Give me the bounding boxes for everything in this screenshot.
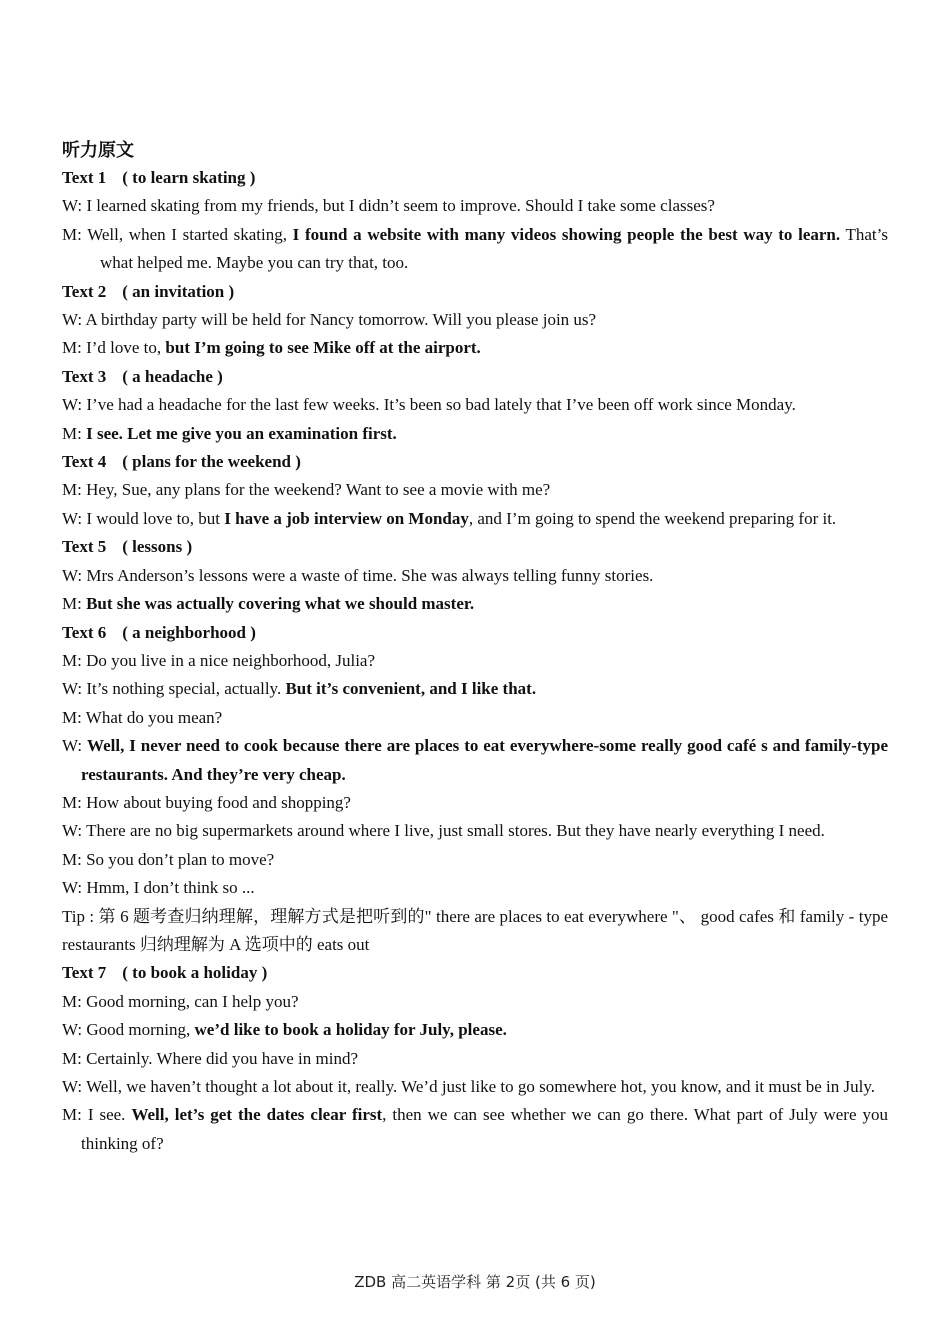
text-heading	[62, 448, 888, 476]
line-text: Tip : 第 6 题考查归纳理解，理解方式是把听到的" there are places to eat everywhere "、 good cafes 和 family - type restaurants 归纳理解为 A 选项中的 eats out	[62, 906, 888, 954]
answer-highlight: But she was actually covering what we should master.	[86, 594, 475, 614]
dialogue-line	[62, 846, 888, 874]
answer-highlight: but I’m going to see Mike off at the airport.	[165, 338, 481, 358]
dialogue-line	[62, 391, 888, 419]
answer-highlight: Well, let’s get the dates clear first	[131, 1105, 383, 1125]
text-label: Text 1	[62, 168, 107, 187]
answer-highlight: But it’s convenient, and I like that.	[285, 679, 537, 699]
line-text: M: Certainly. Where did you have in mind?	[62, 1048, 359, 1068]
line-text: , then we can see whether we can go there. What part of July were you thinking of?	[81, 1105, 888, 1153]
dialogue-line	[62, 221, 888, 278]
dialogue-line	[62, 306, 888, 334]
line-text: W: A birthday party will be held for Nancy tomorrow. Will you please join us?	[62, 310, 597, 330]
text-heading	[62, 619, 888, 647]
transcript-blocks	[62, 164, 888, 1158]
dialogue-line	[62, 789, 888, 817]
text-topic: ( lessons )	[122, 537, 193, 557]
page-footer: ZDB 高二英语学科 第 2页 (共 6 页)	[354, 1273, 596, 1291]
line-text: W: Well, we haven’t thought a lot about it, really. We’d just like to go somewhere hot, you know, and it must be in July.	[62, 1077, 875, 1096]
text-heading	[62, 363, 888, 391]
line-text: M: Hey, Sue, any plans for the weekend? Want to see a movie with me?	[62, 480, 551, 500]
line-text: M: How about buying food and shopping?	[62, 792, 351, 812]
line-text: M: I see.	[62, 1105, 132, 1125]
dialogue-line	[62, 1101, 888, 1158]
line-text: W: There are no big supermarkets around where I live, just small stores. But they have nearly everything I need.	[62, 821, 825, 841]
line-text: M: Well, when I started skating,	[62, 224, 293, 244]
text-topic: ( to book a holiday )	[122, 963, 268, 983]
line-text: M: So you don’t plan to move?	[62, 849, 275, 869]
text-topic: ( a neighborhood )	[122, 622, 256, 642]
text-topic: ( a headache )	[122, 366, 223, 386]
dialogue-line	[62, 704, 888, 732]
transcript-content	[62, 136, 888, 1158]
line-text: That’s what helped me. Maybe you can try that, too.	[100, 224, 888, 273]
dialogue-line	[62, 988, 888, 1016]
dialogue-line	[62, 675, 888, 703]
dialogue-line	[62, 420, 888, 448]
dialogue-line	[62, 903, 888, 960]
line-text: M: Good morning, can I help you?	[62, 991, 299, 1011]
answer-highlight: I see. Let me give you an examination first.	[86, 423, 397, 443]
dialogue-line	[62, 732, 888, 789]
line-text: , and I’m going to spend the weekend preparing for it.	[468, 508, 837, 528]
text-topic: ( to learn skating )	[122, 168, 256, 187]
line-text: M:	[62, 594, 87, 614]
dialogue-line	[62, 590, 888, 618]
text-heading	[62, 959, 888, 987]
dialogue-line	[62, 505, 888, 533]
line-text: W:	[62, 736, 88, 756]
text-heading	[62, 164, 888, 192]
text-topic: ( plans for the weekend )	[122, 452, 301, 472]
dialogue-line	[62, 817, 888, 845]
dialogue-line	[62, 1016, 888, 1044]
line-text: W: Mrs Anderson’s lessons were a waste of time. She was always telling funny stories.	[62, 565, 654, 585]
text-topic: ( an invitation )	[122, 281, 235, 301]
text-heading	[62, 533, 888, 561]
text-label: Text 6	[62, 622, 107, 642]
line-text: W: Good morning,	[62, 1020, 195, 1040]
dialogue-line	[62, 562, 888, 590]
dialogue-line	[62, 647, 888, 675]
line-text: W: It’s nothing special, actually.	[62, 679, 286, 699]
text-label: Text 7	[62, 963, 107, 983]
dialogue-line	[62, 1073, 888, 1101]
dialogue-line	[62, 1045, 888, 1073]
answer-highlight: I have a job interview on Monday	[224, 508, 469, 528]
text-label: Text 2	[62, 281, 107, 301]
text-label: Text 5	[62, 537, 107, 557]
line-text: W: I’ve had a headache for the last few weeks. It’s been so bad lately that I’ve been off work since Monday.	[62, 395, 796, 415]
dialogue-line	[62, 334, 888, 362]
answer-highlight: Well, I never need to cook because there are places to eat everywhere-some really good café s and family-type restaurants. And they’re very cheap.	[81, 736, 888, 784]
answer-highlight: we’d like to book a holiday for July, please.	[194, 1020, 507, 1040]
dialogue-line	[62, 874, 888, 902]
line-text: M:	[62, 423, 87, 443]
line-text: W: I learned skating from my friends, but I didn’t seem to improve. Should I take some classes?	[62, 196, 715, 216]
text-label: Text 3	[62, 366, 107, 386]
dialogue-line	[62, 192, 888, 220]
text-heading	[62, 278, 888, 306]
section-heading: 听力原文	[62, 140, 134, 160]
line-text: W: I would love to, but	[62, 508, 225, 528]
line-text: W: Hmm, I don’t think so ...	[62, 878, 255, 898]
text-label: Text 4	[62, 452, 107, 472]
line-text: M: Do you live in a nice neighborhood, Julia?	[62, 650, 376, 670]
line-text: M: I’d love to,	[62, 338, 166, 358]
line-text: M: What do you mean?	[62, 707, 223, 727]
answer-highlight: I found a website with many videos showing people the best way to learn.	[292, 224, 841, 244]
dialogue-line	[62, 476, 888, 504]
